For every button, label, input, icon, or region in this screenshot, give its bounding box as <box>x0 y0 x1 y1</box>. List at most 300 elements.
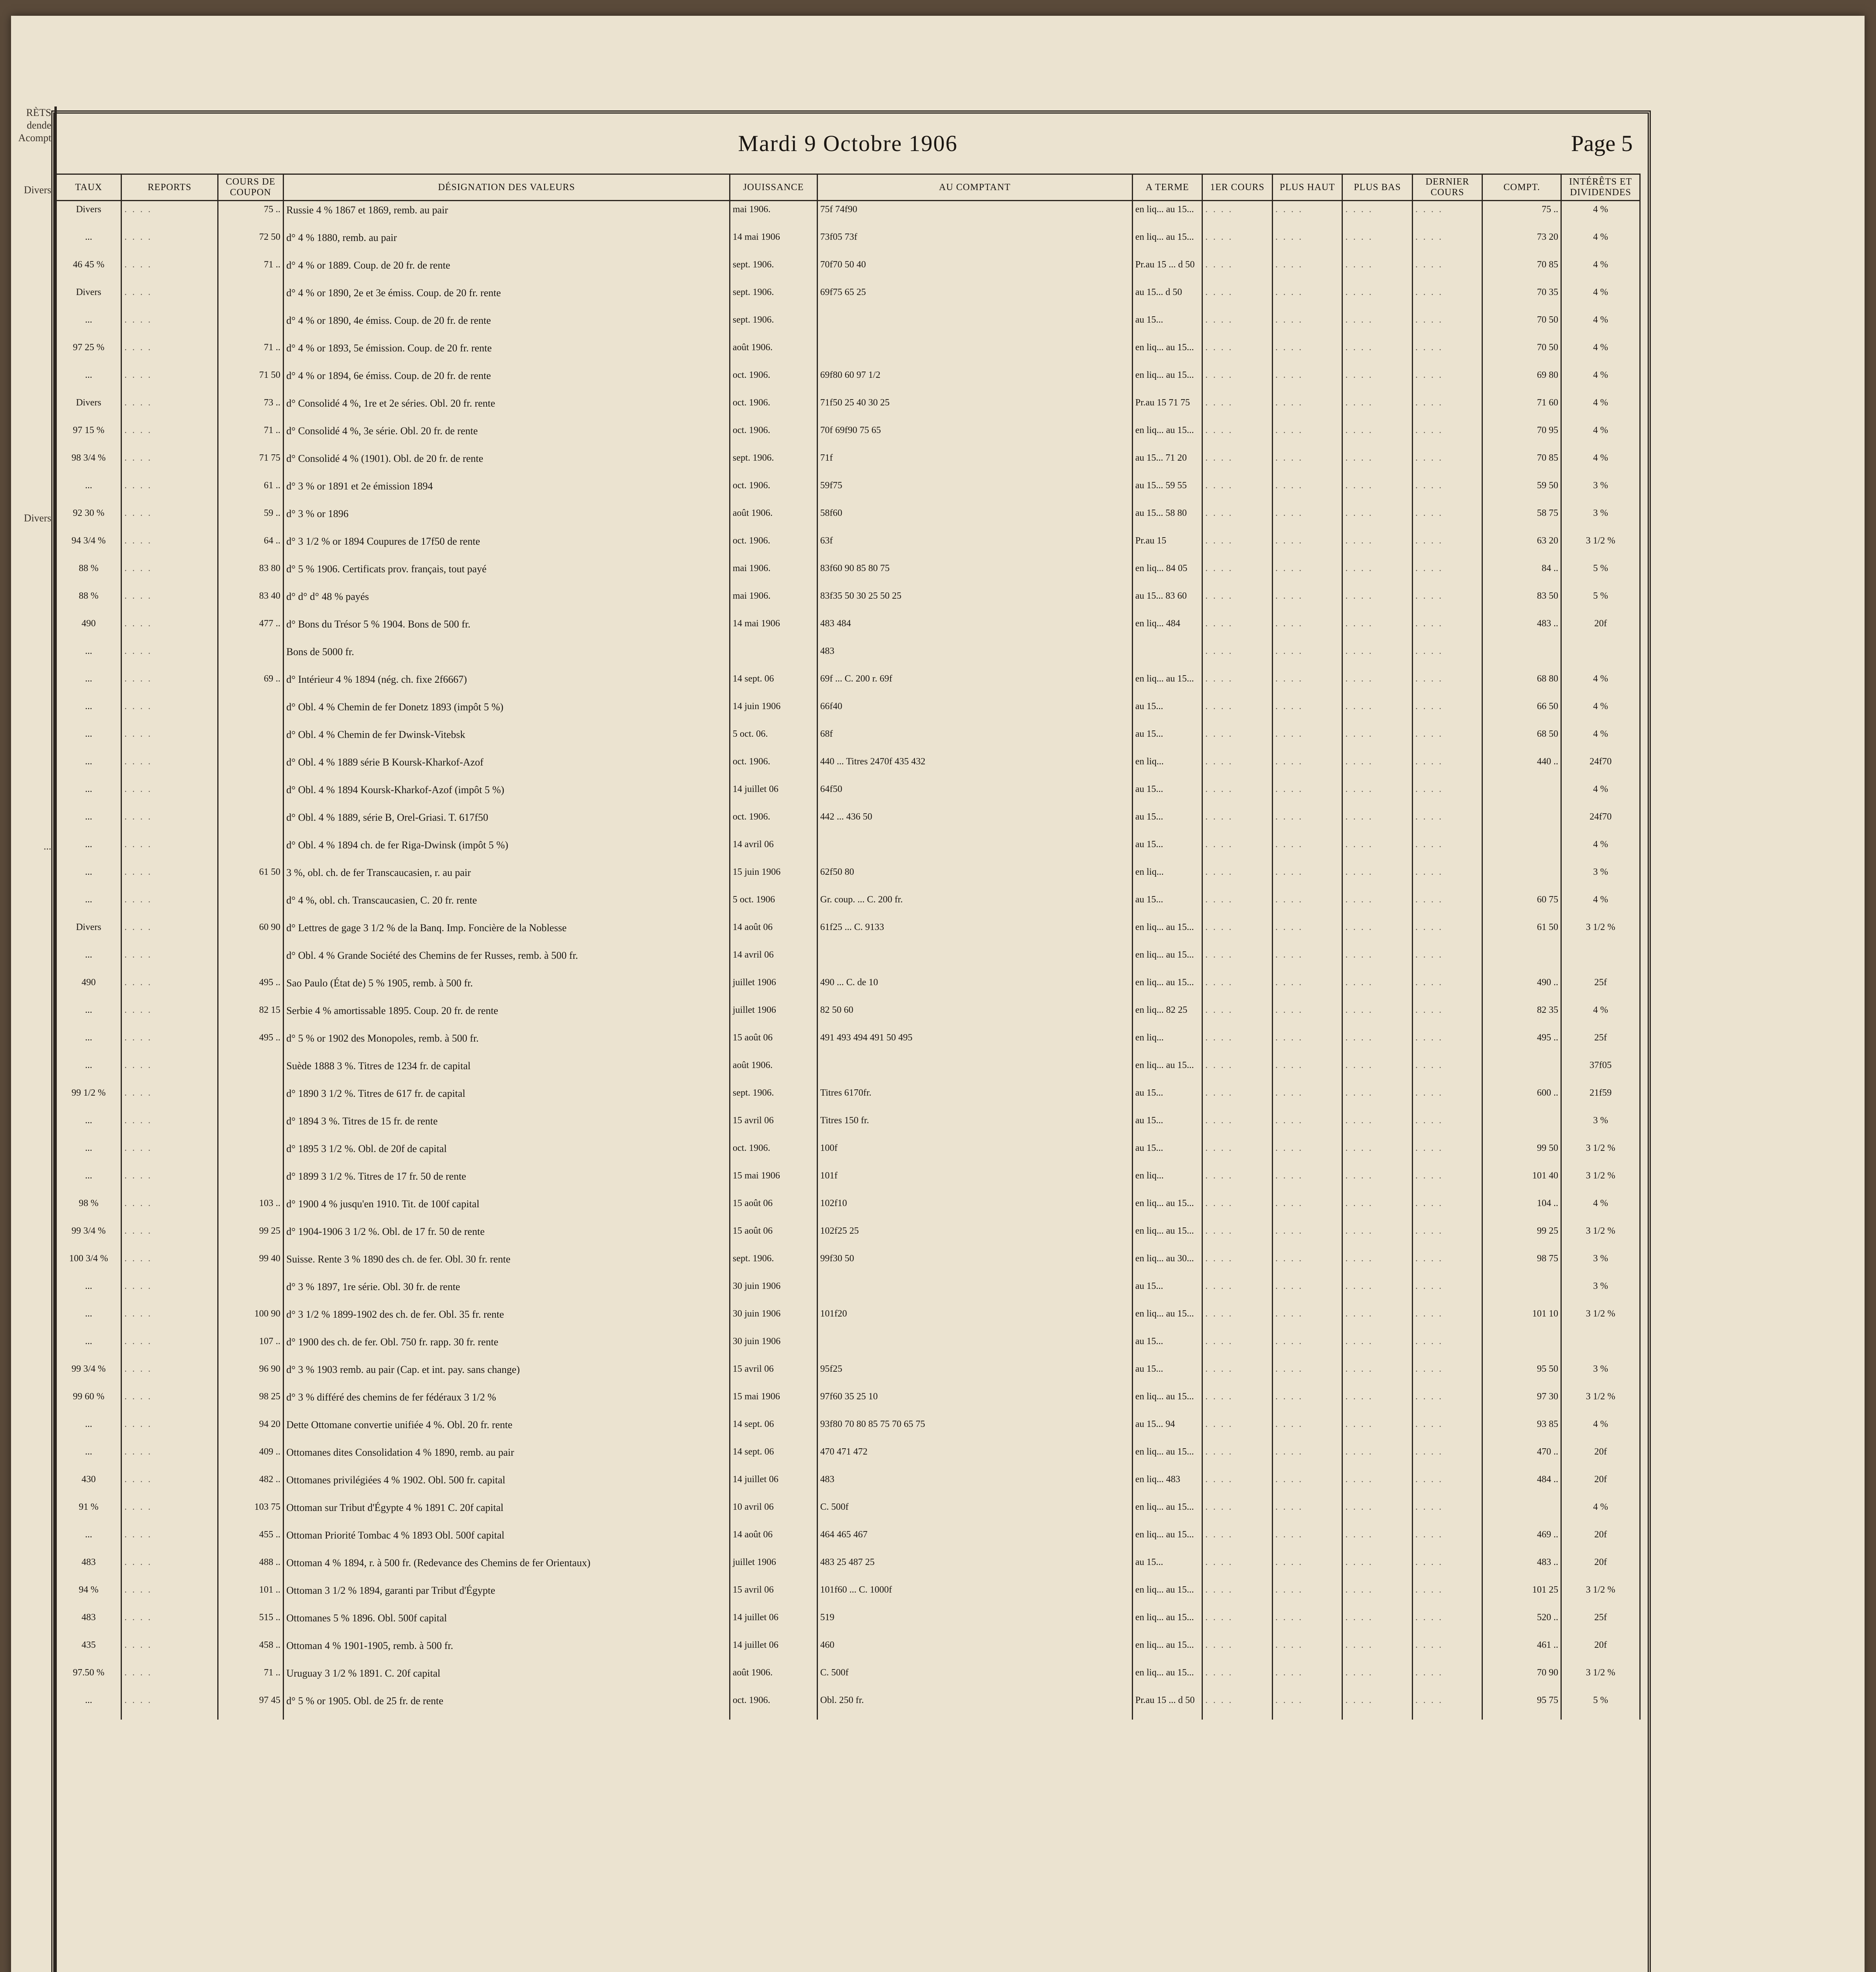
plus-haut-cell: . . . . <box>1272 1029 1342 1057</box>
table-row <box>56 1029 1640 1057</box>
table-row <box>56 422 1640 450</box>
table-row <box>56 836 1640 864</box>
comptant-cell: 95f25 <box>817 1361 1132 1388</box>
cours-cell: 99 40 <box>218 1250 283 1278</box>
plus-bas-cell: . . . . <box>1342 1250 1413 1278</box>
taux-cell: ... <box>56 1029 121 1057</box>
terme-cell: Pr.au 15 ... d 50 <box>1132 1692 1202 1720</box>
taux-cell: ... <box>56 1305 121 1333</box>
interets-cell: 4 % <box>1561 256 1640 284</box>
jouissance-cell: 14 mai 1906 <box>730 229 817 256</box>
designation-cell: Serbie 4 % amortissable 1895. Coup. 20 fr. de rente <box>284 1002 730 1029</box>
cloture-cell <box>1482 1112 1561 1140</box>
plus-bas-cell: . . . . <box>1342 505 1413 532</box>
designation-cell: d° 4 % or 1889. Coup. de 20 fr. de rente <box>284 256 730 284</box>
terme-cell: au 15... 58 80 <box>1132 505 1202 532</box>
cloture-cell <box>1482 1499 1561 1526</box>
comptant-cell: 460 <box>817 1637 1132 1664</box>
dernier-cours-cell: . . . . <box>1412 1002 1482 1029</box>
taux-cell: 97.50 % <box>56 1664 121 1692</box>
plus-bas-cell: . . . . <box>1342 864 1413 891</box>
cloture-cell: 440 .. <box>1482 753 1561 781</box>
reports-cell: . . . . <box>121 809 218 836</box>
comptant-cell: 61f25 ... C. 9133 <box>817 919 1132 947</box>
plus-haut-cell: . . . . <box>1272 1305 1342 1333</box>
reports-cell: . . . . <box>121 1250 218 1278</box>
taux-cell: 98 3/4 % <box>56 450 121 477</box>
plus-haut-cell: . . . . <box>1272 1195 1342 1223</box>
comptant-cell: 491 493 494 491 50 495 <box>817 1029 1132 1057</box>
col-designation: DÉSIGNATION DES VALEURS <box>284 174 730 201</box>
taux-cell: ... <box>56 1002 121 1029</box>
plus-haut-cell: . . . . <box>1272 1499 1342 1526</box>
taux-cell: ... <box>56 891 121 919</box>
premier-cours-cell: . . . . <box>1202 256 1273 284</box>
comptant-cell: 483 <box>817 1471 1132 1499</box>
plus-haut-cell: . . . . <box>1272 256 1342 284</box>
jouissance-cell: 14 juin 1906 <box>730 698 817 726</box>
interets-cell <box>1561 643 1640 670</box>
table-row <box>56 1250 1640 1278</box>
taux-cell: ... <box>56 947 121 974</box>
reports-cell: . . . . <box>121 422 218 450</box>
table-header-row <box>56 174 1640 201</box>
dernier-cours-cell: . . . . <box>1412 698 1482 726</box>
dernier-cours-cell: . . . . <box>1412 1140 1482 1167</box>
reports-cell: . . . . <box>121 1637 218 1664</box>
cours-cell <box>218 1112 283 1140</box>
cloture-cell: 93 85 <box>1482 1416 1561 1444</box>
cloture-cell: 70 85 <box>1482 450 1561 477</box>
table-row <box>56 477 1640 505</box>
jouissance-cell: 15 juin 1906 <box>730 864 817 891</box>
interets-cell: 5 % <box>1561 588 1640 615</box>
col-interets: INTÉRÊTS ET DIVIDENDES <box>1561 174 1640 201</box>
jouissance-cell: 15 avril 06 <box>730 1582 817 1609</box>
interets-cell: 4 % <box>1561 367 1640 394</box>
premier-cours-cell: . . . . <box>1202 1305 1273 1333</box>
jouissance-cell: 15 août 06 <box>730 1195 817 1223</box>
table-row <box>56 947 1640 974</box>
reports-cell: . . . . <box>121 1554 218 1582</box>
table-row <box>56 864 1640 891</box>
cloture-cell: 70 50 <box>1482 312 1561 339</box>
interets-cell: 4 % <box>1561 422 1640 450</box>
plus-haut-cell: . . . . <box>1272 1057 1342 1085</box>
premier-cours-cell: . . . . <box>1202 450 1273 477</box>
cours-cell <box>218 1167 283 1195</box>
reports-cell: . . . . <box>121 643 218 670</box>
dernier-cours-cell: . . . . <box>1412 643 1482 670</box>
comptant-cell: C. 500f <box>817 1499 1132 1526</box>
interets-cell: 24f70 <box>1561 753 1640 781</box>
plus-bas-cell: . . . . <box>1342 312 1413 339</box>
interets-cell: 3 % <box>1561 505 1640 532</box>
quotation-table <box>55 174 1641 1720</box>
cours-cell: 455 .. <box>218 1526 283 1554</box>
premier-cours-cell: . . . . <box>1202 367 1273 394</box>
jouissance-cell: 15 août 06 <box>730 1223 817 1250</box>
cours-cell <box>218 1140 283 1167</box>
plus-haut-cell: . . . . <box>1272 615 1342 643</box>
designation-cell: d° 1899 3 1/2 %. Titres de 17 fr. 50 de rente <box>284 1167 730 1195</box>
premier-cours-cell: . . . . <box>1202 1140 1273 1167</box>
taux-cell: ... <box>56 670 121 698</box>
taux-cell: 98 % <box>56 1195 121 1223</box>
designation-cell: Ottoman Priorité Tombac 4 % 1893 Obl. 500f capital <box>284 1526 730 1554</box>
comptant-cell: 97f60 35 25 10 <box>817 1388 1132 1416</box>
comptant-cell <box>817 1057 1132 1085</box>
reports-cell: . . . . <box>121 1278 218 1305</box>
jouissance-cell: sept. 1906. <box>730 450 817 477</box>
plus-haut-cell: . . . . <box>1272 339 1342 367</box>
taux-cell: ... <box>56 1167 121 1195</box>
interets-cell: 4 % <box>1561 670 1640 698</box>
premier-cours-cell: . . . . <box>1202 1333 1273 1361</box>
premier-cours-cell: . . . . <box>1202 698 1273 726</box>
cours-cell <box>218 836 283 864</box>
table-row <box>56 1361 1640 1388</box>
designation-cell: Russie 4 % 1867 et 1869, remb. au pair <box>284 201 730 229</box>
reports-cell: . . . . <box>121 1057 218 1085</box>
comptant-cell: 464 465 467 <box>817 1526 1132 1554</box>
cloture-cell: 98 75 <box>1482 1250 1561 1278</box>
cours-cell: 69 .. <box>218 670 283 698</box>
dernier-cours-cell: . . . . <box>1412 229 1482 256</box>
premier-cours-cell: . . . . <box>1202 809 1273 836</box>
reports-cell: . . . . <box>121 312 218 339</box>
jouissance-cell: 14 juillet 06 <box>730 781 817 809</box>
designation-cell: d° 1895 3 1/2 %. Obl. de 20f de capital <box>284 1140 730 1167</box>
jouissance-cell: 14 juillet 06 <box>730 1471 817 1499</box>
taux-cell: 92 30 % <box>56 505 121 532</box>
table-row <box>56 1444 1640 1471</box>
comptant-cell: 70f70 50 40 <box>817 256 1132 284</box>
cloture-cell <box>1482 643 1561 670</box>
plus-bas-cell: . . . . <box>1342 1112 1413 1140</box>
premier-cours-cell: . . . . <box>1202 1361 1273 1388</box>
table-row <box>56 1195 1640 1223</box>
jouissance-cell: 15 mai 1906 <box>730 1167 817 1195</box>
plus-haut-cell: . . . . <box>1272 284 1342 312</box>
plus-bas-cell: . . . . <box>1342 367 1413 394</box>
designation-cell: Uruguay 3 1/2 % 1891. C. 20f capital <box>284 1664 730 1692</box>
dernier-cours-cell: . . . . <box>1412 1637 1482 1664</box>
cours-cell <box>218 726 283 753</box>
jouissance-cell: juillet 1906 <box>730 1002 817 1029</box>
reports-cell: . . . . <box>121 1333 218 1361</box>
jouissance-cell: sept. 1906. <box>730 312 817 339</box>
plus-haut-cell: . . . . <box>1272 947 1342 974</box>
premier-cours-cell: . . . . <box>1202 560 1273 588</box>
cours-cell: 75 .. <box>218 201 283 229</box>
designation-cell: Bons de 5000 fr. <box>284 643 730 670</box>
plus-haut-cell: . . . . <box>1272 1167 1342 1195</box>
taux-cell: 430 <box>56 1471 121 1499</box>
interets-cell: 21f59 <box>1561 1085 1640 1112</box>
cloture-cell: 469 .. <box>1482 1526 1561 1554</box>
jouissance-cell: 14 mai 1906 <box>730 615 817 643</box>
table-row <box>56 1223 1640 1250</box>
interets-cell: 20f <box>1561 615 1640 643</box>
terme-cell: en liq... au 15... <box>1132 1444 1202 1471</box>
plus-haut-cell: . . . . <box>1272 312 1342 339</box>
premier-cours-cell: . . . . <box>1202 753 1273 781</box>
interets-cell: 20f <box>1561 1554 1640 1582</box>
designation-cell: d° 1904-1906 3 1/2 %. Obl. de 17 fr. 50 de rente <box>284 1223 730 1250</box>
table-row <box>56 1692 1640 1720</box>
taux-cell: ... <box>56 781 121 809</box>
terme-cell: en liq... au 15... <box>1132 1582 1202 1609</box>
cours-cell: 71 75 <box>218 450 283 477</box>
cloture-cell: 70 85 <box>1482 256 1561 284</box>
col-plus-bas: PLUS BAS <box>1342 174 1413 201</box>
terme-cell: au 15... <box>1132 1278 1202 1305</box>
plus-bas-cell: . . . . <box>1342 1499 1413 1526</box>
cours-cell <box>218 809 283 836</box>
plus-bas-cell: . . . . <box>1342 201 1413 229</box>
plus-haut-cell: . . . . <box>1272 670 1342 698</box>
designation-cell: d° 1890 3 1/2 %. Titres de 617 fr. de capital <box>284 1085 730 1112</box>
premier-cours-cell: . . . . <box>1202 670 1273 698</box>
interets-cell: 4 % <box>1561 781 1640 809</box>
jouissance-cell: 15 avril 06 <box>730 1361 817 1388</box>
cours-cell: 97 45 <box>218 1692 283 1720</box>
plus-haut-cell: . . . . <box>1272 726 1342 753</box>
jouissance-cell: 15 mai 1906 <box>730 1388 817 1416</box>
table-row <box>56 974 1640 1002</box>
reports-cell: . . . . <box>121 1388 218 1416</box>
terme-cell: au 15... 94 <box>1132 1416 1202 1444</box>
premier-cours-cell: . . . . <box>1202 477 1273 505</box>
terme-cell: en liq... au 15... <box>1132 1223 1202 1250</box>
comptant-cell: 64f50 <box>817 781 1132 809</box>
reports-cell: . . . . <box>121 367 218 394</box>
premier-cours-cell: . . . . <box>1202 1526 1273 1554</box>
reports-cell: . . . . <box>121 256 218 284</box>
table-row <box>56 1609 1640 1637</box>
taux-cell: ... <box>56 753 121 781</box>
table-row <box>56 726 1640 753</box>
dernier-cours-cell: . . . . <box>1412 1167 1482 1195</box>
reports-cell: . . . . <box>121 1085 218 1112</box>
cours-cell: 103 75 <box>218 1499 283 1526</box>
plus-bas-cell: . . . . <box>1342 698 1413 726</box>
table-row <box>56 367 1640 394</box>
taux-cell: ... <box>56 229 121 256</box>
cours-cell: 83 80 <box>218 560 283 588</box>
plus-bas-cell: . . . . <box>1342 588 1413 615</box>
plus-bas-cell: . . . . <box>1342 1554 1413 1582</box>
interets-cell: 3 1/2 % <box>1561 919 1640 947</box>
premier-cours-cell: . . . . <box>1202 1085 1273 1112</box>
terme-cell: en liq... au 15... <box>1132 1305 1202 1333</box>
designation-cell: Ottoman 4 % 1901-1905, remb. à 500 fr. <box>284 1637 730 1664</box>
taux-cell: ... <box>56 1057 121 1085</box>
interets-cell: 4 % <box>1561 1002 1640 1029</box>
premier-cours-cell: . . . . <box>1202 1002 1273 1029</box>
taux-cell: 490 <box>56 974 121 1002</box>
plus-haut-cell: . . . . <box>1272 229 1342 256</box>
terme-cell: Pr.au 15 <box>1132 532 1202 560</box>
table-row <box>56 615 1640 643</box>
interets-cell: 3 1/2 % <box>1561 1305 1640 1333</box>
interets-cell: 3 % <box>1561 1278 1640 1305</box>
comptant-cell: 442 ... 436 50 <box>817 809 1132 836</box>
terme-cell: au 15... <box>1132 698 1202 726</box>
plus-bas-cell: . . . . <box>1342 1637 1413 1664</box>
cours-cell: 94 20 <box>218 1416 283 1444</box>
designation-cell: d° Obl. 4 % Chemin de fer Dwinsk-Vitebsk <box>284 726 730 753</box>
table-row <box>56 1471 1640 1499</box>
reports-cell: . . . . <box>121 1692 218 1720</box>
comptant-cell: 519 <box>817 1609 1132 1637</box>
table-row <box>56 1112 1640 1140</box>
terme-cell: en liq... au 15... <box>1132 670 1202 698</box>
cloture-cell <box>1482 864 1561 891</box>
interets-cell: 3 1/2 % <box>1561 1388 1640 1416</box>
cloture-cell: 70 50 <box>1482 339 1561 367</box>
terme-cell: en liq... 484 <box>1132 615 1202 643</box>
reports-cell: . . . . <box>121 1361 218 1388</box>
plus-haut-cell: . . . . <box>1272 367 1342 394</box>
cours-cell: 409 .. <box>218 1444 283 1471</box>
dernier-cours-cell: . . . . <box>1412 477 1482 505</box>
plus-haut-cell: . . . . <box>1272 891 1342 919</box>
plus-bas-cell: . . . . <box>1342 1416 1413 1444</box>
comptant-cell: 66f40 <box>817 698 1132 726</box>
jouissance-cell <box>730 643 817 670</box>
comptant-cell: 69f ... C. 200 r. 69f <box>817 670 1132 698</box>
interets-cell: 20f <box>1561 1637 1640 1664</box>
cloture-cell: 63 20 <box>1482 532 1561 560</box>
premier-cours-cell: . . . . <box>1202 1582 1273 1609</box>
premier-cours-cell: . . . . <box>1202 229 1273 256</box>
reports-cell: . . . . <box>121 1526 218 1554</box>
dernier-cours-cell: . . . . <box>1412 1692 1482 1720</box>
comptant-cell: Obl. 250 fr. <box>817 1692 1132 1720</box>
plus-bas-cell: . . . . <box>1342 1361 1413 1388</box>
interets-cell: 3 % <box>1561 864 1640 891</box>
premier-cours-cell: . . . . <box>1202 1499 1273 1526</box>
taux-cell: Divers <box>56 201 121 229</box>
cloture-cell: 495 .. <box>1482 1029 1561 1057</box>
taux-cell: 99 3/4 % <box>56 1361 121 1388</box>
designation-cell: d° Intérieur 4 % 1894 (nég. ch. fixe 2f6667) <box>284 670 730 698</box>
reports-cell: . . . . <box>121 1582 218 1609</box>
jouissance-cell: août 1906. <box>730 505 817 532</box>
taux-cell: 88 % <box>56 588 121 615</box>
terme-cell: Pr.au 15 71 75 <box>1132 394 1202 422</box>
taux-cell: Divers <box>56 394 121 422</box>
jouissance-cell: 14 août 06 <box>730 1526 817 1554</box>
jouissance-cell: 14 juillet 06 <box>730 1637 817 1664</box>
dernier-cours-cell: . . . . <box>1412 532 1482 560</box>
interets-cell: 20f <box>1561 1471 1640 1499</box>
cloture-cell: 58 75 <box>1482 505 1561 532</box>
plus-bas-cell: . . . . <box>1342 1388 1413 1416</box>
dernier-cours-cell: . . . . <box>1412 505 1482 532</box>
dernier-cours-cell: . . . . <box>1412 1250 1482 1278</box>
designation-cell: d° d° d° 48 % payés <box>284 588 730 615</box>
comptant-cell <box>817 1278 1132 1305</box>
jouissance-cell: juillet 1906 <box>730 974 817 1002</box>
table-row <box>56 1388 1640 1416</box>
table-row <box>56 229 1640 256</box>
comptant-cell: 470 471 472 <box>817 1444 1132 1471</box>
terme-cell: au 15... d 50 <box>1132 284 1202 312</box>
plus-haut-cell: . . . . <box>1272 505 1342 532</box>
plus-haut-cell: . . . . <box>1272 1361 1342 1388</box>
taux-cell: 46 45 % <box>56 256 121 284</box>
interets-cell: 4 % <box>1561 698 1640 726</box>
col-plus-haut: PLUS HAUT <box>1272 174 1342 201</box>
taux-cell: 94 3/4 % <box>56 532 121 560</box>
interets-cell: 5 % <box>1561 1692 1640 1720</box>
cloture-cell <box>1482 1278 1561 1305</box>
premier-cours-cell: . . . . <box>1202 1250 1273 1278</box>
taux-cell: ... <box>56 1112 121 1140</box>
taux-cell: 483 <box>56 1609 121 1637</box>
designation-cell: d° 3 % or 1896 <box>284 505 730 532</box>
comptant-cell: 101f20 <box>817 1305 1132 1333</box>
terme-cell: en liq... 483 <box>1132 1471 1202 1499</box>
comptant-cell: 483 25 487 25 <box>817 1554 1132 1582</box>
dernier-cours-cell: . . . . <box>1412 781 1482 809</box>
taux-cell: 97 15 % <box>56 422 121 450</box>
plus-haut-cell: . . . . <box>1272 1388 1342 1416</box>
interets-cell: 3 1/2 % <box>1561 1167 1640 1195</box>
table-row <box>56 891 1640 919</box>
cours-cell <box>218 284 283 312</box>
plus-bas-cell: . . . . <box>1342 809 1413 836</box>
table-row <box>56 339 1640 367</box>
designation-cell: Ottoman 4 % 1894, r. à 500 fr. (Redevance des Chemins de fer Orientaux) <box>284 1554 730 1582</box>
interets-cell: 4 % <box>1561 201 1640 229</box>
taux-cell: 88 % <box>56 560 121 588</box>
designation-cell: d° Bons du Trésor 5 % 1904. Bons de 500 fr. <box>284 615 730 643</box>
plus-bas-cell: . . . . <box>1342 477 1413 505</box>
plus-haut-cell: . . . . <box>1272 394 1342 422</box>
terme-cell: au 15... 71 20 <box>1132 450 1202 477</box>
reports-cell: . . . . <box>121 891 218 919</box>
plus-haut-cell: . . . . <box>1272 532 1342 560</box>
plus-haut-cell: . . . . <box>1272 1278 1342 1305</box>
reports-cell: . . . . <box>121 1029 218 1057</box>
jouissance-cell: 14 août 06 <box>730 919 817 947</box>
dernier-cours-cell: . . . . <box>1412 753 1482 781</box>
taux-cell: 435 <box>56 1637 121 1664</box>
plus-bas-cell: . . . . <box>1342 615 1413 643</box>
interets-cell: 3 % <box>1561 1361 1640 1388</box>
comptant-cell: Titres 150 fr. <box>817 1112 1132 1140</box>
designation-cell: d° Obl. 4 % Chemin de fer Donetz 1893 (impôt 5 %) <box>284 698 730 726</box>
terme-cell: en liq... <box>1132 1167 1202 1195</box>
cours-cell <box>218 781 283 809</box>
cours-cell: 83 40 <box>218 588 283 615</box>
taux-cell: 91 % <box>56 1499 121 1526</box>
col-reports: REPORTS <box>121 174 218 201</box>
plus-haut-cell: . . . . <box>1272 422 1342 450</box>
designation-cell: Suisse. Rente 3 % 1890 des ch. de fer. Obl. 30 fr. rente <box>284 1250 730 1278</box>
taux-cell: Divers <box>56 919 121 947</box>
plus-haut-cell: . . . . <box>1272 1637 1342 1664</box>
dernier-cours-cell: . . . . <box>1412 947 1482 974</box>
dernier-cours-cell: . . . . <box>1412 1333 1482 1361</box>
comptant-cell: 59f75 <box>817 477 1132 505</box>
cours-cell: 100 90 <box>218 1305 283 1333</box>
jouissance-cell: oct. 1906. <box>730 367 817 394</box>
